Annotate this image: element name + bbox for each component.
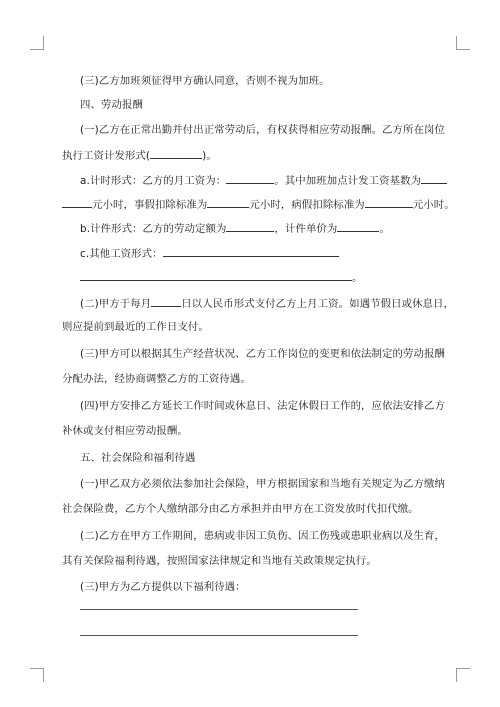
welfare-blank-line-2[interactable] — [80, 635, 358, 636]
paragraph-remuneration-1-cont — [62, 147, 217, 163]
paragraph-overtime-pay-cont: 补休或支付相应劳动报酬。 — [62, 425, 188, 437]
text-segment: 日以人民币形式支付乙方上月工资。如遇节假日或休息日， — [181, 298, 455, 310]
text-segment: a.计时形式：乙方的月工资为： — [80, 175, 227, 187]
text-segment: 。其中加班加点计发工资基数为 — [274, 175, 422, 187]
paragraph-wage-adjust: (三)甲方可以根据其生产经营状况、乙方工作岗位的变更和依法制定的劳动报酬 — [80, 348, 445, 360]
piece-price-blank[interactable] — [337, 220, 379, 232]
paragraph-social-insurance-cont: 社会保险费，乙方个人缴纳部分由乙方承担并由甲方在工资发放时代扣代缴。 — [62, 503, 419, 515]
other-wage-blank-cont[interactable] — [80, 269, 352, 281]
other-wage-line — [80, 245, 339, 261]
paragraph-illness-benefits: (二)乙方在甲方工作期间，患病或非因工负伤、因工伤残或患职业病以及生育， — [80, 530, 445, 542]
labor-quota-blank[interactable] — [226, 220, 274, 232]
text-segment: (二)甲方于每月 — [80, 298, 152, 310]
text-segment: c.其他工资形式： — [80, 248, 163, 260]
text-segment: 。 — [379, 223, 390, 235]
welfare-blank-line-1[interactable] — [80, 609, 358, 610]
hourly-form-line — [80, 172, 447, 188]
paragraph-remuneration-1: (一)乙方在正常出勤并付出正常劳动后，有权获得相应劳动报酬。乙方所在岗位 — [80, 124, 445, 136]
personal-leave-deduction-blank[interactable] — [207, 196, 249, 208]
hourly-form-line-cont — [62, 196, 455, 212]
other-wage-line-cont — [80, 269, 363, 285]
paragraph-illness-benefits-cont: 其有关保险福利待遇，按照国家法律规定和当地有关政策规定执行。 — [62, 555, 377, 567]
other-wage-blank[interactable] — [163, 245, 339, 257]
pay-day-blank[interactable] — [151, 295, 181, 307]
pay-date-line — [80, 295, 454, 311]
text-segment: 元小时。 — [412, 199, 455, 211]
text-segment: 元小时，事假扣除标准为 — [92, 199, 208, 211]
text-segment: 。 — [352, 272, 363, 284]
monthly-wage-blank[interactable] — [226, 172, 274, 184]
paragraph-welfare: (三)甲方为乙方提供以下福利待遇： — [80, 581, 246, 593]
section-heading-remuneration: 四、劳动报酬 — [80, 99, 143, 111]
section-heading-insurance: 五、社会保险和福利待遇 — [80, 452, 196, 464]
overtime-base-blank-cont[interactable] — [62, 196, 92, 208]
text-segment: ，计件单价为 — [274, 223, 338, 235]
overtime-base-blank[interactable] — [421, 172, 447, 184]
paragraph-social-insurance: (一)甲乙双方必须依法参加社会保险，甲方根据国家和当地有关规定为乙方缴纳 — [80, 478, 445, 490]
piece-rate-line — [80, 220, 390, 236]
paragraph-overtime-consent: (三)乙方加班须征得甲方确认同意，否则不视为加班。 — [80, 75, 330, 87]
text-segment: 元小时，病假扣除标准为 — [249, 199, 365, 211]
wage-form-blank[interactable] — [150, 147, 202, 159]
text-segment: )。 — [202, 150, 217, 162]
paragraph-overtime-pay: (四)甲方安排乙方延长工作时间或休息日、法定休假日工作的，应依法安排乙方 — [80, 400, 445, 412]
paragraph-wage-adjust-cont: 分配办法，经协商调整乙方的工资待遇。 — [62, 373, 251, 385]
text-segment: b.计件形式：乙方的劳动定额为 — [80, 223, 227, 235]
text-segment: 执行工资计发形式( — [62, 150, 151, 162]
pay-date-line-cont: 则应提前到最近的工作日支付。 — [62, 321, 209, 333]
sick-leave-deduction-blank[interactable] — [365, 196, 413, 208]
